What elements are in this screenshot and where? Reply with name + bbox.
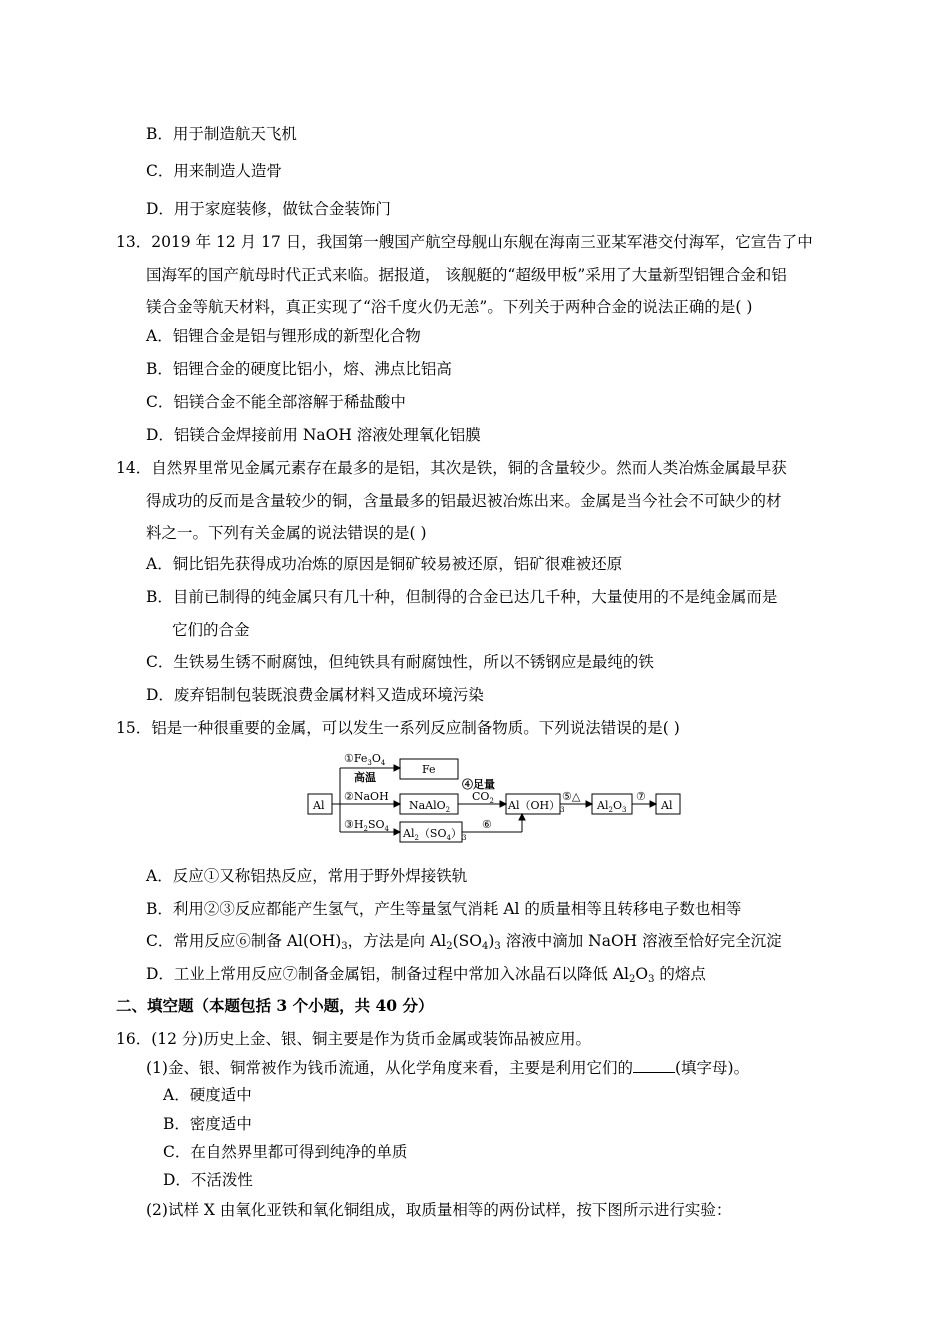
box-al2so43-text: $Al_2(SO_4)_3$ (403, 827, 467, 842)
q13-stem-line3: 镁合金等航天材料，真正实现了“浴千度火仍无恙”。下列关于两种合金的说法正确的是( ) (146, 298, 753, 316)
q16-part1: (1)金、银、铜常被作为钱币流通，从化学角度来看，主要是利用它们的 (填字母)。 (146, 1059, 750, 1077)
q15-option-d: D．工业上常用反应⑦制备金属铝，制备过程中常加入冰晶石以降低 $Al_2O_3$ 的熔点 (146, 965, 706, 985)
q16-option-d: D．不活泼性 (163, 1171, 253, 1189)
label-r1: $①Fe_3O_4$ (344, 752, 386, 767)
label-r4: ④足量 (462, 778, 495, 791)
box-aloh3-text: $Al(OH)_3$ (508, 799, 565, 814)
q14-option-b-line2: 它们的合金 (172, 621, 250, 639)
q16-option-b: B．密度适中 (163, 1115, 252, 1133)
box-al-start-text: Al (313, 799, 325, 812)
q14-stem-line2: 得成功的反而是含量较少的铜，含量最多的铝最迟被冶炼出来。金属是当今社会不可缺少的材 (146, 492, 782, 510)
label-r2: ②NaOH (344, 790, 389, 803)
q13-stem-line1: 13．2019 年 12 月 17 日，我国第一艘国产航空母舰山东舰在海南三亚某军港交付海军，它宣告了中 (116, 233, 813, 251)
label-r5: ⑤△ (562, 790, 581, 803)
box-al-end-text: Al (661, 799, 673, 812)
box-naalo2-text: NaAlO$_2$ (409, 799, 451, 814)
q14-stem-line3: 料之一。下列有关金属的说法错误的是( ) (146, 524, 427, 542)
q14-option-a: A．铜比铝先获得成功冶炼的原因是铜矿较易被还原，铝矿很难被还原 (146, 555, 623, 573)
label-r6: ⑥ (482, 818, 492, 831)
aluminum-reaction-diagram (300, 748, 720, 844)
q16-stem: 16．(12 分)历史上金、银、铜主要是作为货币金属或装饰品被应用。 (116, 1030, 591, 1048)
q15-option-b: B．利用②③反应都能产生氢气，产生等量氢气消耗 Al 的质量相等且转移电子数也相等 (146, 900, 742, 918)
q12-option-c: C．用来制造人造骨 (146, 162, 282, 180)
q16-option-c: C．在自然界里都可得到纯净的单质 (163, 1143, 408, 1161)
label-r1-condition: 高温 (354, 771, 376, 784)
label-r4-co2: $CO_2$ (472, 790, 494, 805)
q12-option-b: B．用于制造航天飞机 (146, 125, 297, 143)
box-al2o3-text: $Al_2O_3$ (597, 799, 627, 814)
section-heading: 二、填空题（本题包括 3 个小题，共 40 分） (116, 996, 434, 1015)
q12-option-d: D．用于家庭装修，做钛合金装饰门 (146, 200, 391, 218)
q16-option-a: A．硬度适中 (163, 1086, 252, 1104)
q13-option-b: B．铝锂合金的硬度比铝小，熔、沸点比铝高 (146, 360, 452, 378)
q13-option-a: A．铝锂合金是铝与锂形成的新型化合物 (146, 327, 421, 345)
q13-stem-line2: 国海军的国产航母时代正式来临。据报道， 该舰艇的“超级甲板”采用了大量新型铝锂合金和铝 (146, 266, 787, 284)
q15-option-c: C．常用反应⑥制备 $Al(OH)_3$，方法是向 $Al_2(SO_4)_3$ 溶液中滴加 NaOH 溶液至恰好完全沉淀 (146, 932, 782, 952)
label-r3: $③H_2SO_4$ (344, 818, 389, 833)
q14-stem-line1: 14．自然界里常见金属元素存在最多的是铝，其次是铁，铜的含量较少。然而人类冶炼金属最早获 (116, 459, 787, 477)
q13-option-c: C．铝镁合金不能全部溶解于稀盐酸中 (146, 393, 406, 411)
q15-option-a: A．反应①又称铝热反应，常用于野外焊接铁轨 (146, 867, 468, 885)
q15-stem: 15．铝是一种很重要的金属，可以发生一系列反应制备物质。下列说法错误的是( ) (116, 719, 680, 737)
q13-option-d: D．铝镁合金焊接前用 NaOH 溶液处理氧化铝膜 (146, 426, 481, 444)
answer-blank[interactable] (633, 1058, 675, 1073)
q14-option-c: C．生铁易生锈不耐腐蚀，但纯铁具有耐腐蚀性，所以不锈钢应是最纯的铁 (146, 653, 654, 671)
box-fe-text: Fe (422, 763, 436, 776)
q14-option-b-line1: B．目前已制得的纯金属只有几十种，但制得的合金已达几千种，大量使用的不是纯金属而是 (146, 588, 778, 606)
q16-part2: (2)试样 X 由氧化亚铁和氧化铜组成，取质量相等的两份试样，按下图所示进行实验： (146, 1201, 732, 1219)
label-r7: ⑦ (636, 790, 646, 803)
q14-option-d: D．废弃铝制包装既浪费金属材料又造成环境污染 (146, 686, 484, 704)
